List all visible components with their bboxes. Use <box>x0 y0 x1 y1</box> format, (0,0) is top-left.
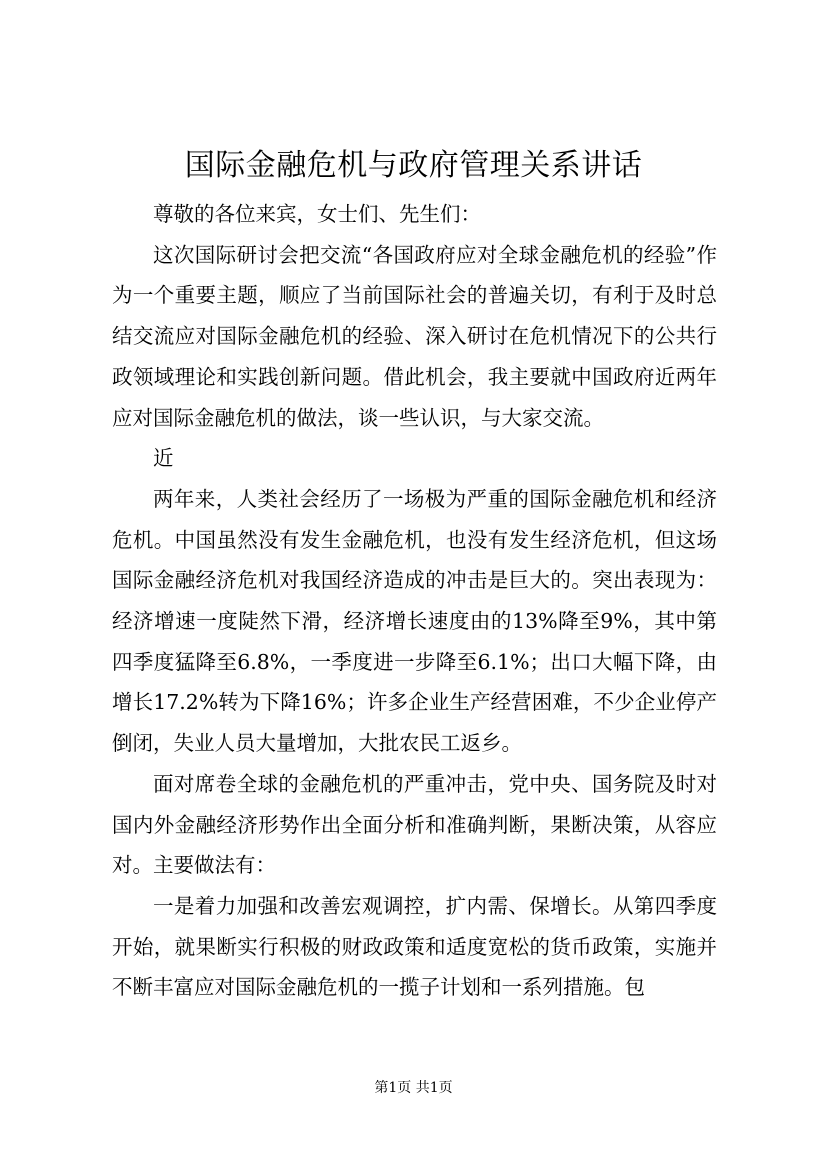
page-footer: 第1页 共1页 <box>374 1080 453 1096</box>
paragraph-response: 面对席卷全球的金融危机的严重冲击，党中央、国务院及时对国内外金融经济形势作出全面分析和准确判断，果断决策，从容应对。主要做法有： <box>112 771 717 878</box>
document-body <box>112 194 717 1008</box>
paragraph-impact: 两年来，人类社会经历了一场极为严重的国际金融危机和经济危机。中国虽然没有发生金融危机，也没有发生经济危机，但这场国际金融经济危机对我国经济造成的冲击是巨大的。突出表现为：经济增速一度陡然下滑，经济增长速度由的13%降至9%，其中第四季度猛降至6.8%，一季度进一步降至6.1%；出口大幅下降，由增长17.2%转为下降16%；许多企业生产经营困难，不少企业停产倒闭，失业人员大量增加，大批农民工返乡。 <box>112 486 717 756</box>
paragraph-measure-one: 一是着力加强和改善宏观调控，扩内需、保增长。从第四季度开始，就果断实行积极的财政政策和适度宽松的货币政策，实施并不断丰富应对国际金融危机的一揽子计划和一系列措施。包 <box>112 893 717 1000</box>
document-title: 国际金融危机与政府管理关系讲话 <box>184 148 643 183</box>
paragraph-fragment: 近 <box>153 446 174 471</box>
paragraph-intro: 这次国际研讨会把交流“各国政府应对全球金融危机的经验”作为一个重要主题，顺应了当前国际社会的普遍关切，有利于及时总结交流应对国际金融危机的经验、深入研讨在危机情况下的公共行政领域理论和实践创新问题。借此机会，我主要就中国政府近两年应对国际金融危机的做法，谈一些认识，与大家交流。 <box>112 242 717 430</box>
paragraph-salutation: 尊敬的各位来宾，女士们、先生们： <box>153 202 481 226</box>
